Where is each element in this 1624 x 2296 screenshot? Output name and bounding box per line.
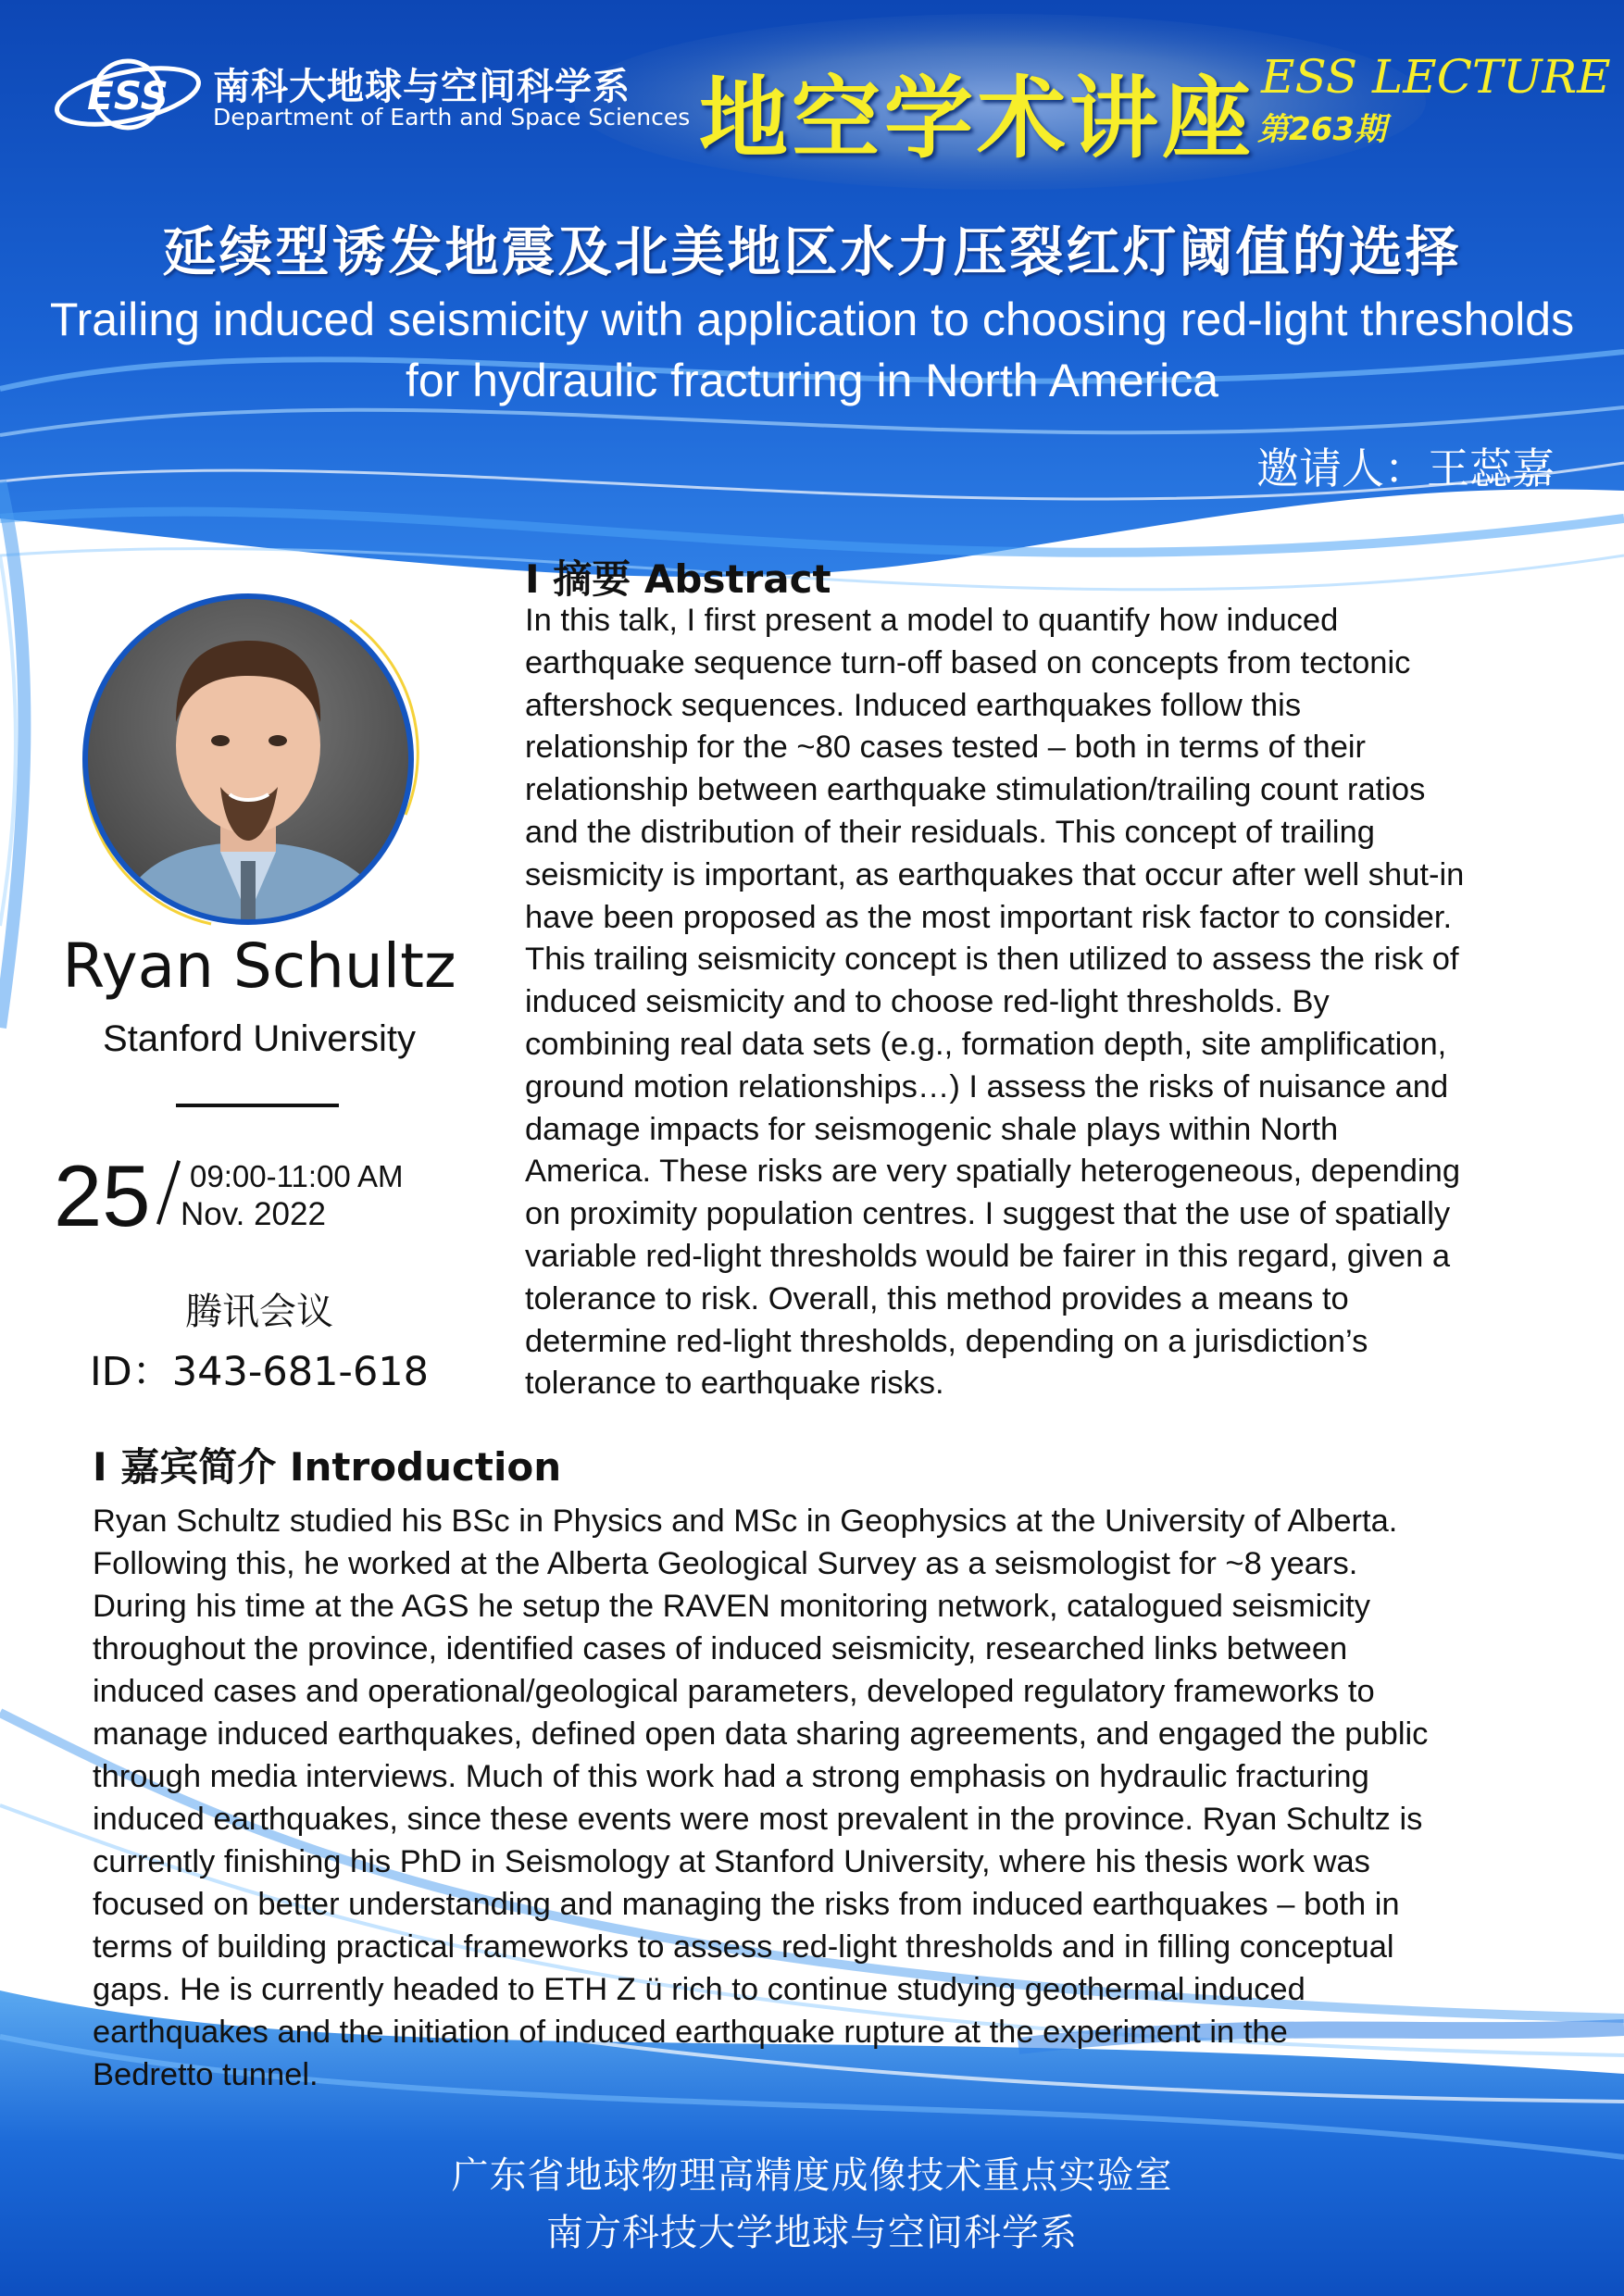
footer-department-name: 南方科技大学地球与空间科学系 bbox=[546, 2212, 1078, 2254]
meeting-id: ID：343-681-618 bbox=[89, 1349, 430, 1395]
talk-title-cn: 延续型诱发地震及北美地区水力压裂红灯阈值的选择 bbox=[162, 220, 1462, 283]
introduction-line: Ryan Schultz studied his BSc in Physics and MSc in Geophysics at the University of Alberta. bbox=[93, 1504, 1398, 1539]
abstract-line: tolerance to earthquake risks. bbox=[525, 1366, 944, 1402]
abstract-line: relationship between earthquake stimulation/trailing count ratios bbox=[525, 772, 1426, 808]
introduction-line: induced earthquakes, since these events were most prevalent in the province. Ryan Schultz is bbox=[93, 1802, 1423, 1837]
divider bbox=[176, 1104, 339, 1107]
abstract-line: induced seismicity and to choose red-light thresholds. By bbox=[525, 984, 1330, 1020]
abstract-line: variable red-light thresholds would be fairer in this regard, given a bbox=[525, 1238, 1451, 1274]
abstract-line: earthquake sequence turn-off based on concepts from tectonic bbox=[525, 644, 1411, 680]
lecture-series-title-cn: 地空学术讲座 bbox=[699, 67, 1255, 170]
speaker-affiliation: Stanford University bbox=[103, 1018, 416, 1059]
abstract-line: seismicity is important, as earthquakes that occur after well shut-in bbox=[525, 856, 1465, 892]
introduction-line: throughout the province, identified cases of induced seismicity, researched links between bbox=[93, 1631, 1348, 1666]
footer-lab-name: 广东省地球物理高精度成像技术重点实验室 bbox=[451, 2154, 1173, 2197]
department-name-cn: 南科大地球与空间科学系 bbox=[213, 66, 631, 108]
introduction-line: induced cases and operational/geological parameters, developed regulatory frameworks to bbox=[93, 1674, 1375, 1709]
ess-logo-icon bbox=[48, 48, 207, 141]
talk-title-en: Trailing induced seismicity with application to choosing red-light thresholds for hydraulic fracturing in North America bbox=[49, 293, 1575, 406]
abstract-line: determine red-light thresholds, depending on a jurisdiction’s bbox=[525, 1323, 1368, 1359]
time-range: 09:00-11:00 AM bbox=[190, 1159, 404, 1193]
inviter: 邀请人：王蕊嘉 bbox=[1256, 443, 1555, 493]
introduction-line: manage induced earthquakes, defined open data sharing agreements, and engaged the public bbox=[93, 1716, 1429, 1752]
abstract-line: damage impacts for seismogenic shale plays within North bbox=[525, 1111, 1339, 1147]
introduction-text bbox=[93, 1500, 1593, 2096]
introduction-line: focused on better understanding and managing the risks from induced earthquakes – both in bbox=[93, 1887, 1400, 1922]
abstract-line: on proximity population centres. I suggest that the use of spatially bbox=[525, 1196, 1451, 1232]
introduction-line: gaps. He is currently headed to ETH Z ü rich to continue studying geothermal induced bbox=[93, 1972, 1305, 2007]
abstract-heading: I 摘要 Abstract bbox=[525, 556, 831, 602]
meeting-platform: 腾讯会议 bbox=[185, 1291, 333, 1333]
abstract-line: This trailing seismicity concept is then utilized to assess the risk of bbox=[525, 942, 1459, 978]
abstract-line: relationship for the ~80 cases tested – both in terms of their bbox=[525, 730, 1367, 766]
logo-text: ESS bbox=[87, 73, 169, 119]
abstract-line: In this talk, I first present a model to quantify how induced bbox=[525, 603, 1339, 638]
date-day: 25 bbox=[54, 1147, 151, 1244]
lecture-issue-number: 第263期 bbox=[1257, 111, 1386, 148]
abstract-text bbox=[525, 600, 1580, 1405]
introduction-heading: I 嘉宾简介 Introduction bbox=[93, 1444, 562, 1490]
introduction-line: During his time at the AGS he setup the RAVEN monitoring network, catalogued seismicity bbox=[93, 1589, 1371, 1624]
abstract-line: and the distribution of their residuals. This concept of trailing bbox=[525, 814, 1375, 850]
abstract-line: America. These risks are very spatially heterogeneous, depending bbox=[525, 1154, 1461, 1190]
speaker-portrait-icon bbox=[72, 583, 424, 935]
abstract-line: ground motion relationships…) I assess the risks of nuisance and bbox=[525, 1068, 1449, 1104]
abstract-line: tolerance to risk. Overall, this method provides a means to bbox=[525, 1280, 1349, 1316]
introduction-line: terms of building practical frameworks to assess red-light thresholds and in filling conceptual bbox=[93, 1929, 1394, 1965]
abstract-line: combining real data sets (e.g., formation depth, site amplification, bbox=[525, 1026, 1447, 1062]
date-month-year: Nov. 2022 bbox=[181, 1196, 326, 1232]
introduction-line: Following this, he worked at the Alberta Geological Survey as a seismologist for ~8 years. bbox=[93, 1546, 1358, 1581]
speaker-name: Ryan Schultz bbox=[62, 930, 456, 1002]
introduction-line: Bedretto tunnel. bbox=[93, 2057, 319, 2092]
lecture-series-title-en: ESS LECTURE bbox=[1261, 50, 1611, 104]
department-name-en: Department of Earth and Space Sciences bbox=[213, 104, 691, 131]
introduction-line: through media interviews. Much of this work had a strong emphasis on hydraulic fracturing bbox=[93, 1759, 1369, 1794]
introduction-line: earthquakes and the initiation of induced earthquake rupture at the experiment in the bbox=[93, 2015, 1288, 2050]
abstract-line: have been proposed as the most important risk factor to consider. bbox=[525, 899, 1453, 935]
abstract-line: aftershock sequences. Induced earthquakes follow this bbox=[525, 687, 1302, 723]
introduction-line: currently finishing his PhD in Seismology at Stanford University, where his thesis work was bbox=[93, 1844, 1370, 1879]
